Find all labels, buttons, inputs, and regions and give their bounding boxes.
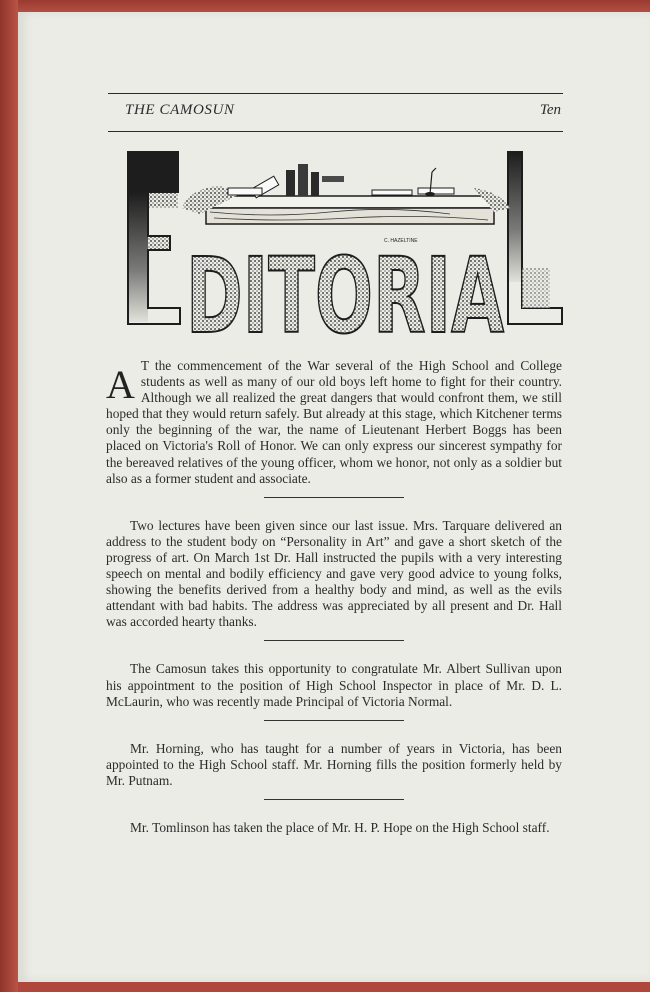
page-number: Ten (539, 102, 561, 118)
letter-E-large (128, 152, 180, 324)
section-divider (264, 497, 404, 498)
publication-title: THE CAMOSUN (125, 102, 235, 118)
section-divider (264, 799, 404, 800)
desk-drawing (182, 164, 510, 244)
editorial-article (106, 358, 562, 836)
paragraph-sullivan: The Camosun takes this opportunity to congratulate Mr. Albert Sullivan upon his appointment to the position of High School Inspector in place of Mr. D. L. McLaurin, who was recently made Principal of Victoria Normal. (106, 661, 562, 709)
svg-text:DITORIA: DITORIA (186, 235, 504, 348)
drop-cap: A (106, 362, 135, 407)
svg-text:C. HAZELTINE: C. HAZELTINE (384, 238, 418, 244)
section-divider (264, 720, 404, 721)
title-letters (186, 235, 504, 348)
letter-L-large (508, 152, 562, 324)
running-header (108, 93, 563, 132)
paragraph-tomlinson: Mr. Tomlinson has taken the place of Mr. H. P. Hope on the High School staff. (130, 819, 550, 835)
paragraph-lectures: Two lectures have been given since our last issue. Mrs. Tarquare delivered an address to the student body on “Personality in Art” and gave a short sketch of the progress of art. On March 1st Dr. Hall instructed the pupils with a very interesting speech on mental and bodily efficiency and gave very good advice to young folks, showing the benefits derived from a healthy body and mind, as well as the evils attendant with bad habits. The address was appreciated by all present and Dr. Hall was accorded hearty thanks. (106, 517, 562, 630)
section-divider (264, 640, 404, 641)
editorial-title-illustration (110, 148, 566, 348)
editorial-masthead (110, 148, 566, 348)
cover-edge-left (0, 0, 18, 992)
paragraph-war-text: T the commencement of the War several of the High School and College students as well as many of our old boys left home to fight for their country. Although we all realized the great dangers that would confront them, we still hoped that they would return safely. But already at this stage, which Kitchener terms only the beginning of the war, the name of Lieutenant Herbert Boggs has been placed on Victoria's Roll of Honor. We can only express our sincerest sympathy for the bereaved relatives of the young officer, whom we honor, not only as a soldier but also as a former student and associate. (106, 358, 562, 486)
paragraph-war (106, 358, 562, 487)
masthead-title-text: EDITORIAL (110, 148, 116, 149)
paragraph-horning: Mr. Horning, who has taught for a number of years in Victoria, has been appointed to the High School staff. Mr. Horning fills the position formerly held by Mr. Putnam. (106, 740, 562, 788)
